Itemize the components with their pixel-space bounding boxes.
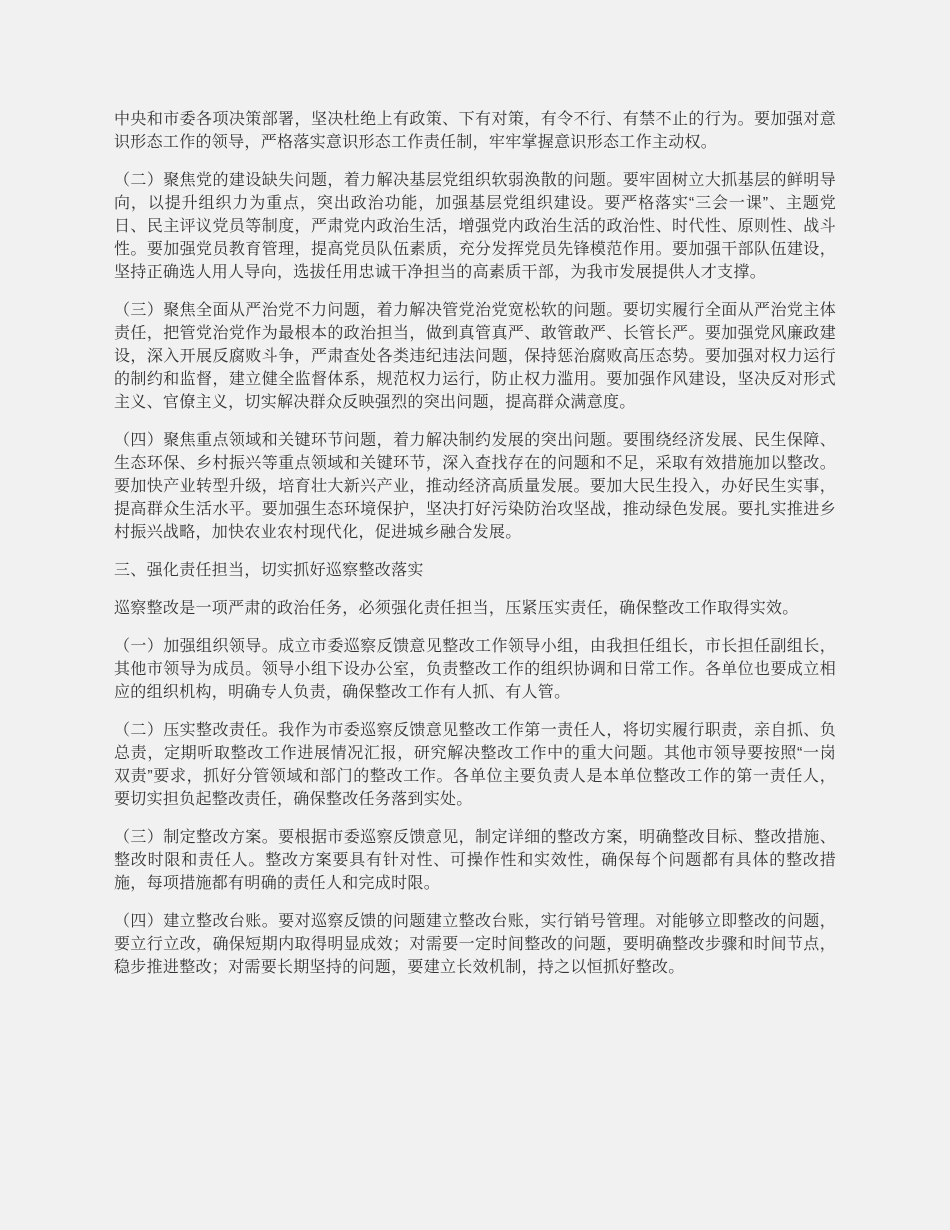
paragraph-sub-3: （三）制定整改方案。要根据市委巡察反馈意见，制定详细的整改方案，明确整改目标、整改措施、整改时限和责任人。整改方案要具有针对性、可操作性和实效性，确保每个问题都有具体的整改措施，每项措施都有明确的责任人和完成时限。 bbox=[114, 829, 836, 892]
paragraph-continued: 中央和市委各项决策部署，坚决杜绝上有政策、下有对策，有令不行、有禁不止的行为。要加强对意识形态工作的领导，严格落实意识形态工作责任制，牢牢掌握意识形态工作主动权。 bbox=[114, 111, 836, 151]
paragraph-item-4: （四）聚焦重点领域和关键环节问题，着力解决制约发展的突出问题。要围绕经济发展、民生保障、生态环保、乡村振兴等重点领域和关键环节，深入查找存在的问题和不足，采取有效措施加以整改。要加快产业转型升级，培育壮大新兴产业，推动经济高质量发展。要加大民生投入，办好民生实事，提高群众生活水平。要加强生态环境保护，坚决打好污染防治攻坚战，推动绿色发展。要扎实推进乡村振兴战略，加快农业农村现代化，促进城乡融合发展。 bbox=[114, 432, 836, 541]
paragraph-sub-1: （一）加强组织领导。成立市委巡察反馈意见整改工作领导小组，由我担任组长，市长担任副组长，其他市领导为成员。领导小组下设办公室，负责整改工作的组织协调和日常工作。各单位也要成立相应的组织机构，明确专人负责，确保整改工作有人抓、有人管。 bbox=[114, 638, 836, 701]
paragraph-sub-4: （四）建立整改台账。要对巡察反馈的问题建立整改台账，实行销号管理。对能够立即整改的问题，要立行立改，确保短期内取得明显成效；对需要一定时间整改的问题，要明确整改步骤和时间节点，稳步推进整改；对需要长期坚持的问题，要建立长效机制，持之以恒抓好整改。 bbox=[114, 913, 836, 976]
section-heading-3: 三、强化责任担当，切实抓好巡察整改落实 bbox=[114, 562, 424, 579]
paragraph-intro: 巡察整改是一项严肃的政治任务，必须强化责任担当，压紧压实责任，确保整改工作取得实效。 bbox=[114, 600, 799, 617]
document-body bbox=[114, 0, 836, 979]
paragraph-sub-2: （二）压实整改责任。我作为市委巡察反馈意见整改工作第一责任人，将切实履行职责，亲自抓、负总责，定期听取整改工作进展情况汇报，研究解决整改工作中的重大问题。其他市领导要按照“一岗双责”要求，抓好分管领域和部门的整改工作。各单位主要负责人是本单位整改工作的第一责任人，要切实担负起整改责任，确保整改任务落到实处。 bbox=[114, 722, 836, 808]
paragraph-item-3: （三）聚焦全面从严治党不力问题，着力解决管党治党宽松软的问题。要切实履行全面从严治党主体责任，把管党治党作为最根本的政治担当，做到真管真严、敢管敢严、长管长严。要加强党风廉政建设，深入开展反腐败斗争，严肃查处各类违纪违法问题，保持惩治腐败高压态势。要加强对权力运行的制约和监督，建立健全监督体系，规范权力运行，防止权力滥用。要加强作风建设，坚决反对形式主义、官僚主义，切实解决群众反映强烈的突出问题，提高群众满意度。 bbox=[114, 302, 836, 411]
paragraph-item-2: （二）聚焦党的建设缺失问题，着力解决基层党组织软弱涣散的问题。要牢固树立大抓基层的鲜明导向，以提升组织力为重点，突出政治功能，加强基层党组织建设。要严格落实“三会一课”、主题党日、民主评议党员等制度，严肃党内政治生活，增强党内政治生活的政治性、时代性、原则性、战斗性。要加强党员教育管理，提高党员队伍素质，充分发挥党员先锋模范作用。要加强干部队伍建设，坚持正确选人用人导向，选拔任用忠诚干净担当的高素质干部，为我市发展提供人才支撑。 bbox=[114, 172, 836, 281]
